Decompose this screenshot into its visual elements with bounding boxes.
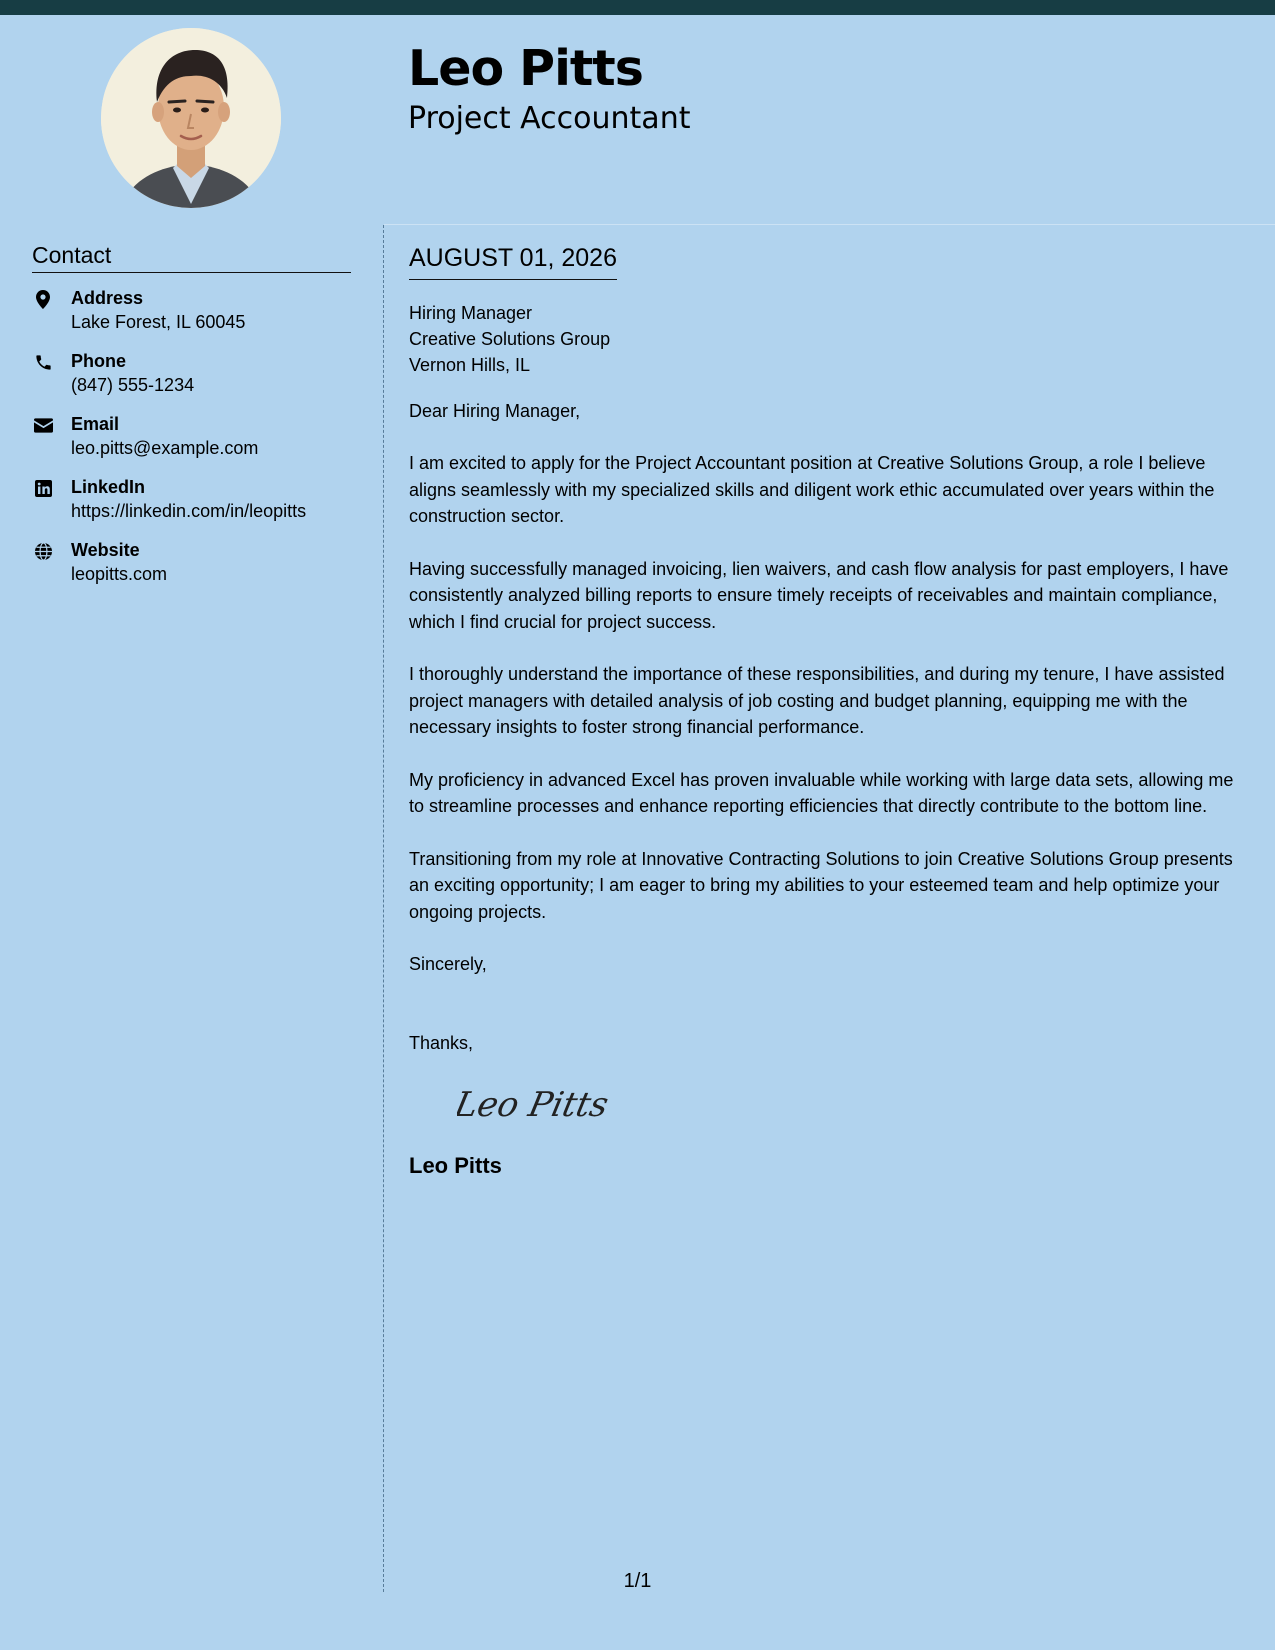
contact-address: [32, 286, 351, 349]
letter-date: AUGUST 01, 2026: [409, 243, 617, 280]
contact-label: Phone: [71, 351, 127, 371]
contact-value: Lake Forest, IL 60045: [71, 312, 246, 332]
sidebar: [32, 242, 351, 601]
contact-list: [32, 286, 351, 601]
letter-paragraph: Transitioning from my role at Innovative Contracting Solutions to join Creative Solutions Group presents an exciting opportunity; I am eager to bring my abilities to your esteemed team and help optimize your ongoing projects.: [409, 848, 1233, 922]
thanks-line: Thanks,: [409, 1033, 474, 1053]
column-divider: [383, 225, 384, 1592]
letter-paragraph: I am excited to apply for the Project Accountant position at Creative Solutions Group, a role I believe aligns seamlessly with my specialized skills and diligent work ethic accumulated over years within the construction sector.: [409, 453, 1215, 526]
contact-email: [32, 412, 351, 475]
recipient-line: Creative Solutions Group: [409, 329, 611, 349]
location-pin-icon: [32, 289, 54, 309]
website-link[interactable]: leopitts.com: [71, 564, 168, 584]
letter-paragraph: My proficiency in advanced Excel has proven invaluable while working with large data sets, allowing me to streamline processes and enhance reporting efficiencies that directly contribute to the bottom line.: [409, 769, 1234, 816]
recipient-line: Hiring Manager: [409, 303, 533, 323]
contact-label: Address: [71, 288, 144, 308]
recipient-block: [409, 300, 1249, 378]
globe-icon: [32, 541, 54, 561]
linkedin-link[interactable]: https://linkedin.com/in/leopitts: [71, 501, 307, 521]
contact-label: Website: [71, 540, 140, 560]
contact-label: Email: [71, 414, 120, 434]
letter-body: [409, 243, 1249, 1180]
svg-text:Leo Pitts: Leo Pitts: [457, 1085, 612, 1125]
profile-photo: [101, 28, 281, 208]
contact-heading: Contact: [32, 242, 351, 273]
linkedin-icon: [32, 478, 54, 498]
header-divider: [384, 224, 1275, 225]
contact-website: [32, 538, 351, 601]
top-bar: [0, 0, 1275, 15]
handwritten-signature: [457, 1078, 627, 1130]
letter-paragraph: I thoroughly understand the importance of these responsibilities, and during my tenure, I have assisted project managers with detailed analysis of job costing and budget planning, equipping me with the necessary insights to foster strong financial performance.: [409, 664, 1225, 737]
letter-paragraph: Having successfully managed invoicing, lien waivers, and cash flow analysis for past employers, I have consistently analyzed billing reports to ensure timely receipts of receivables and maintain compliance, which I find crucial for project success.: [409, 558, 1229, 632]
candidate-name: Leo Pitts: [408, 40, 643, 97]
contact-phone: [32, 349, 351, 412]
job-title: Project Accountant: [408, 101, 691, 136]
closing: Sincerely,: [409, 954, 487, 974]
contact-linkedin: [32, 475, 351, 538]
email-link[interactable]: leo.pitts@example.com: [71, 438, 259, 458]
phone-icon: [32, 352, 54, 372]
contact-label: LinkedIn: [71, 477, 146, 497]
signature-name: Leo Pitts: [409, 1153, 502, 1178]
contact-value: (847) 555-1234: [71, 375, 195, 395]
page-number: 1/1: [623, 1570, 652, 1592]
envelope-icon: [32, 415, 54, 435]
recipient-line: Vernon Hills, IL: [409, 355, 531, 375]
salutation: Dear Hiring Manager,: [409, 401, 581, 421]
